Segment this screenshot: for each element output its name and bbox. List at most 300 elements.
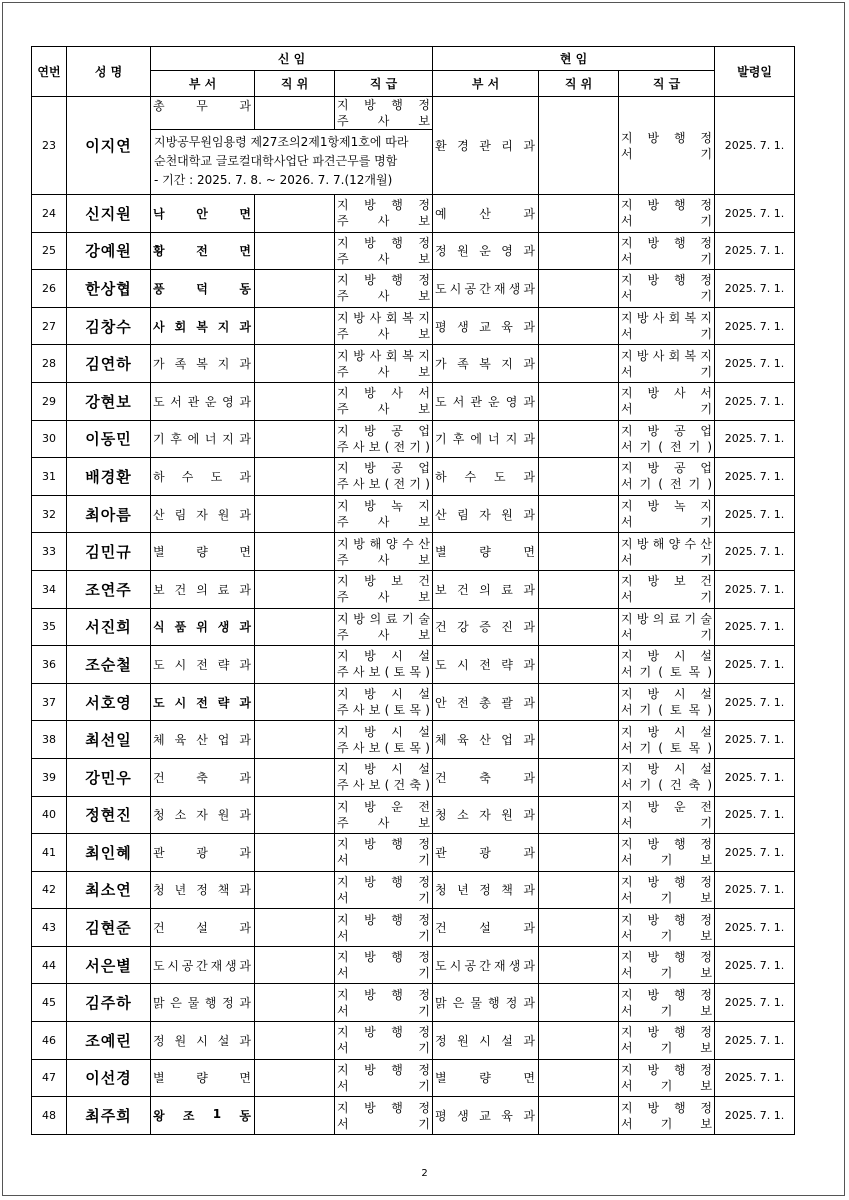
grade-line-2: 서 기 [337,966,431,981]
note-line-1: 지방공무원임용령 제27조의2제1항제1호에 따라 [154,135,409,149]
row-cur-position [539,195,619,233]
row-new-grade [335,984,433,1022]
table-row [32,533,795,571]
row-name: 김연하 [67,345,151,383]
row-cur-grade [619,683,715,721]
row-new-dept [151,533,255,571]
grade-line-2: 서 기 ( 건 축 ) [621,778,712,793]
grade-line-2: 서 기 보 [621,1003,713,1018]
dept-text: 기 후 에 너 지 과 [153,432,251,447]
page-number: 2 [421,1168,428,1179]
row-cur-dept [433,458,539,496]
row-new-dept [151,946,255,984]
row-cur-grade [619,270,715,308]
row-cur-grade [619,458,715,496]
header-new-grade: 직 급 [335,71,433,97]
row-new-position [255,946,335,984]
grade-line-2: 서 기 보 [621,1116,713,1131]
header-cur-dept: 부 서 [433,71,539,97]
dept-text: 풍 덕 동 [153,281,251,296]
grade-line-1: 지 방 행 정 [337,1025,431,1040]
grade-line-1: 지 방 시 설 [621,724,713,739]
table-row [32,570,795,608]
row-date: 2025. 7. 1. [715,871,795,909]
grade-line-1: 지 방 행 정 [621,273,713,288]
row-new-grade [335,946,433,984]
row-new-dept [151,345,255,383]
row-name: 최주희 [67,1097,151,1135]
grade-line-2: 서 기 [621,146,713,161]
row-date: 2025. 7. 1. [715,683,795,721]
header-current: 현 임 [433,47,715,71]
row-new-position [255,984,335,1022]
row-cur-position [539,307,619,345]
row-cur-position [539,946,619,984]
row-new-grade [335,382,433,420]
dept-text: 도 시 전 략 과 [153,657,251,672]
dept-text: 산 림 자 원 과 [435,507,535,522]
row-new-position [255,458,335,496]
row-cur-position [539,495,619,533]
row-cur-dept [433,984,539,1022]
row-no: 40 [32,796,67,834]
row-name: 조연주 [67,570,151,608]
header-cur-position: 직 위 [539,71,619,97]
dept-text: 안 전 총 괄 과 [435,695,535,710]
grade-line-1: 지 방 행 정 [621,837,713,852]
grade-line-1: 지 방 행 정 [337,1100,431,1115]
row-cur-dept [433,382,539,420]
row-cur-grade [619,758,715,796]
row-cur-position [539,909,619,947]
row-name: 최인혜 [67,834,151,872]
personnel-table [31,46,795,1135]
row-cur-dept [433,495,539,533]
row-new-position [255,871,335,909]
row-no: 23 [32,97,67,195]
table-row [32,307,795,345]
row-cur-position [539,984,619,1022]
dept-text: 별 량 면 [153,1071,251,1086]
row-cur-grade [619,195,715,233]
row-new-position [255,232,335,270]
grade-line-1: 지 방 운 전 [337,799,431,814]
grade-line-1: 지 방 행 정 [621,1025,713,1040]
dept-text: 보 건 의 료 과 [435,582,535,597]
row-name: 조순철 [67,646,151,684]
row-date: 2025. 7. 1. [715,646,795,684]
row-new-position [255,909,335,947]
row-new-dept [151,382,255,420]
row-cur-dept [433,1097,539,1135]
grade-line-1: 지 방 행 정 [337,1062,431,1077]
row-cur-grade [619,533,715,571]
grade-line-1: 지 방 행 정 [621,130,713,145]
grade-line-2: 서 기 [337,928,431,943]
row-date: 2025. 7. 1. [715,195,795,233]
row-no: 26 [32,270,67,308]
grade-line-1: 지 방 공 업 [337,461,431,476]
grade-line-2: 서 기 보 [621,1041,713,1056]
table-row [32,946,795,984]
row-new-dept [151,871,255,909]
grade-line-1: 지 방 시 설 [621,687,713,702]
row-new-position [255,721,335,759]
grade-line-1: 지 방 행 정 [337,987,431,1002]
grade-line-2: 주 사 보 [337,590,430,605]
row-cur-position [539,1097,619,1135]
grade-line-1: 지 방 시 설 [337,762,431,777]
row-name: 김현준 [67,909,151,947]
row-cur-dept [433,909,539,947]
row-cur-dept [433,232,539,270]
grade-line-2: 서 기 ( 전 기 ) [621,439,712,454]
dept-text: 하 수 도 과 [153,469,251,484]
row-no: 28 [32,345,67,383]
row-no: 24 [32,195,67,233]
grade-line-1: 지 방 시 설 [621,762,713,777]
row-date: 2025. 7. 1. [715,1059,795,1097]
table-row [32,758,795,796]
grade-line-1: 지 방 행 정 [621,1100,713,1115]
row-cur-position [539,871,619,909]
dept-text: 황 전 면 [153,244,251,259]
table-row [32,721,795,759]
row-new-grade [335,1059,433,1097]
table-row [32,232,795,270]
grade-line-2: 서 기 ( 토 목 ) [621,703,712,718]
row-date: 2025. 7. 1. [715,721,795,759]
row-cur-grade [619,382,715,420]
row-new-dept [151,570,255,608]
row-new-dept [151,195,255,233]
row-new-position [255,495,335,533]
row-new-position [255,307,335,345]
row-name: 이동민 [67,420,151,458]
table-row [32,97,795,130]
grade-line-2: 서 기 [337,1003,431,1018]
row-no: 25 [32,232,67,270]
row-new-grade [335,608,433,646]
row-date: 2025. 7. 1. [715,458,795,496]
row-new-dept [151,909,255,947]
row-cur-dept [433,758,539,796]
row-cur-position [539,1022,619,1060]
grade-line-2: 주 사 보 [337,815,430,830]
dept-text: 관 광 과 [435,845,536,860]
row-cur-dept [433,195,539,233]
row-no: 45 [32,984,67,1022]
grade-line-2: 서 기 [621,815,713,830]
row-cur-position [539,270,619,308]
grade-line-2: 주 사 보 ( 토 목 ) [337,665,430,680]
grade-line-1: 지 방 운 전 [621,799,713,814]
dept-text: 가 족 복 지 과 [435,357,535,372]
row-new-dept [151,495,255,533]
row-new-grade [335,458,433,496]
grade-line-1: 지 방 행 정 [337,98,431,112]
grade-line-1: 지 방 사 회 복 지 [621,311,712,326]
grade-line-2: 서 기 [621,214,713,229]
row-date: 2025. 7. 1. [715,796,795,834]
row-new-dept [151,608,255,646]
table-row [32,834,795,872]
row-cur-dept [433,608,539,646]
row-new-dept [151,646,255,684]
grade-line-2: 주 사 보 ( 전 기 ) [337,439,430,454]
row-cur-grade [619,97,715,195]
row-no: 39 [32,758,67,796]
grade-line-1: 지 방 녹 지 [621,499,713,514]
grade-line-2: 서 기 [337,853,431,868]
row-name: 서은별 [67,946,151,984]
row-no: 43 [32,909,67,947]
grade-line-1: 지 방 의 료 기 술 [621,611,712,626]
grade-line-2: 주 사 보 [337,327,430,342]
row-cur-position [539,97,619,195]
row-date: 2025. 7. 1. [715,1022,795,1060]
row-name: 김창수 [67,307,151,345]
grade-line-2: 주 사 보 [337,114,430,128]
grade-line-2: 주 사 보 [337,364,430,379]
table-row [32,871,795,909]
grade-line-1: 지 방 공 업 [621,423,713,438]
row-cur-grade [619,1097,715,1135]
grade-line-1: 지 방 행 정 [621,987,713,1002]
grade-line-2: 서 기 [621,515,713,530]
grade-line-2: 서 기 [621,402,713,417]
grade-line-2: 주 사 보 [337,515,430,530]
row-name: 한상협 [67,270,151,308]
row-date: 2025. 7. 1. [715,345,795,383]
row-no: 44 [32,946,67,984]
dept-text: 예 산 과 [435,206,536,221]
row-no: 30 [32,420,67,458]
row-new-position [255,683,335,721]
row-new-grade [335,1022,433,1060]
row-cur-grade [619,495,715,533]
row-name: 이지연 [67,97,151,195]
row-cur-grade [619,1022,715,1060]
row-cur-grade [619,796,715,834]
row-date: 2025. 7. 1. [715,420,795,458]
dept-text: 건 축 과 [153,770,251,785]
row-new-grade [335,1097,433,1135]
row-cur-dept [433,796,539,834]
row-cur-position [539,345,619,383]
row-cur-grade [619,570,715,608]
table-row [32,382,795,420]
row-cur-position [539,570,619,608]
row-cur-position [539,608,619,646]
row-new-position [255,1022,335,1060]
grade-line-2: 주 사 보 ( 토 목 ) [337,703,430,718]
row-new-dept [151,834,255,872]
row-cur-position [539,420,619,458]
row-name: 서호영 [67,683,151,721]
row-new-position [255,834,335,872]
grade-line-1: 지 방 행 정 [621,874,713,889]
grade-line-1: 지 방 보 건 [337,574,431,589]
grade-line-2: 주 사 보 [337,251,430,266]
grade-line-1: 지 방 사 회 복 지 [337,348,430,363]
row-name: 정현진 [67,796,151,834]
row-date: 2025. 7. 1. [715,382,795,420]
dept-text: 관 광 과 [153,845,251,860]
row-new-grade [335,796,433,834]
dept-text: 건 강 증 진 과 [435,620,535,635]
row-new-dept [151,420,255,458]
header-name: 성 명 [67,47,151,97]
row-name: 서진희 [67,608,151,646]
grade-line-1: 지 방 시 설 [337,687,431,702]
row-cur-dept [433,420,539,458]
row-name: 최소연 [67,871,151,909]
dept-text: 가 족 복 지 과 [153,357,251,372]
row-new-dept [151,307,255,345]
grade-line-2: 주 사 보 [337,627,430,642]
grade-line-2: 서 기 [621,327,713,342]
dept-text: 환 경 관 리 과 [435,139,535,153]
row-name: 김주하 [67,984,151,1022]
grade-line-1: 지 방 시 설 [337,724,431,739]
row-cur-position [539,646,619,684]
grade-line-2: 주 사 보 [337,402,430,417]
grade-line-1: 지 방 사 회 복 지 [621,348,712,363]
dept-text: 기 후 에 너 지 과 [435,432,535,447]
row-no: 31 [32,458,67,496]
grade-line-1: 지 방 행 정 [621,198,713,213]
table-row [32,683,795,721]
grade-line-1: 지 방 녹 지 [337,499,431,514]
row-new-dept [151,232,255,270]
dept-text: 별 량 면 [153,545,251,560]
row-cur-dept [433,570,539,608]
row-cur-position [539,796,619,834]
row-cur-dept [433,1059,539,1097]
dept-text: 평 생 교 육 과 [435,1109,535,1124]
dept-text: 정 원 시 설 과 [153,1033,251,1048]
grade-line-1: 지 방 공 업 [337,423,431,438]
grade-line-2: 주 사 보 [337,214,430,229]
row-new-grade [335,909,433,947]
grade-line-2: 서 기 [621,590,713,605]
row-new-position [255,1097,335,1135]
grade-line-2: 서 기 보 [621,928,713,943]
grade-line-1: 지 방 의 료 기 술 [337,611,430,626]
row-new-dept [151,1059,255,1097]
note-line-3: - 기간 : 2025. 7. 8. ~ 2026. 7. 7.(12개월) [154,173,393,187]
row-new-grade [335,345,433,383]
dept-text: 도 서 관 운 영 과 [153,394,251,409]
row-cur-position [539,382,619,420]
row-cur-grade [619,232,715,270]
dept-text: 청 소 자 원 과 [435,808,535,823]
row-no: 36 [32,646,67,684]
dept-text: 왕 조 1 동 [153,1107,251,1124]
dept-text: 도 시 공 간 재 생 과 [435,281,536,296]
grade-line-1: 지 방 행 정 [621,235,713,250]
row-cur-position [539,1059,619,1097]
row-new-position [255,97,335,130]
row-cur-grade [619,871,715,909]
dept-text: 청 소 자 원 과 [153,808,251,823]
grade-line-1: 지 방 사 서 [337,386,431,401]
table-row [32,984,795,1022]
header-new-position: 직 위 [255,71,335,97]
table-row [32,458,795,496]
grade-line-2: 서 기 [621,627,713,642]
row-new-grade [335,97,433,130]
grade-line-1: 지 방 시 설 [337,649,431,664]
row-new-position [255,758,335,796]
row-cur-position [539,721,619,759]
dept-text: 정 원 운 영 과 [435,244,535,259]
row-cur-position [539,683,619,721]
row-new-position [255,382,335,420]
grade-line-2: 서 기 ( 토 목 ) [621,665,712,680]
grade-line-1: 지 방 행 정 [621,950,713,965]
row-no: 48 [32,1097,67,1135]
table-row [32,646,795,684]
row-new-dept [151,984,255,1022]
row-cur-grade [619,946,715,984]
dept-text: 맑 은 물 행 정 과 [435,996,535,1011]
row-cur-position [539,458,619,496]
table-row [32,420,795,458]
grade-line-1: 지 방 행 정 [337,912,431,927]
dept-text: 정 원 시 설 과 [435,1033,535,1048]
grade-line-1: 지 방 보 건 [621,574,713,589]
table-row [32,345,795,383]
row-name: 배경환 [67,458,151,496]
grade-line-1: 지 방 행 정 [337,235,431,250]
row-new-position [255,270,335,308]
row-cur-dept [433,307,539,345]
grade-line-1: 지 방 행 정 [337,273,431,288]
table-row [32,495,795,533]
row-cur-grade [619,909,715,947]
row-new-grade [335,533,433,571]
grade-line-1: 지 방 시 설 [621,649,713,664]
row-no: 41 [32,834,67,872]
dept-text: 평 생 교 육 과 [435,319,535,334]
row-date: 2025. 7. 1. [715,984,795,1022]
row-no: 32 [32,495,67,533]
row-new-grade [335,721,433,759]
row-new-position [255,608,335,646]
row-new-dept [151,721,255,759]
row-cur-dept [433,871,539,909]
row-cur-position [539,533,619,571]
grade-line-2: 서 기 [337,890,431,905]
grade-line-2: 주 사 보 ( 전 기 ) [337,477,430,492]
table-row [32,270,795,308]
row-cur-grade [619,834,715,872]
row-no: 33 [32,533,67,571]
dept-text: 별 량 면 [435,545,536,560]
table-row [32,909,795,947]
row-cur-dept [433,97,539,195]
grade-line-2: 서 기 [621,552,713,567]
dept-text: 낙 안 면 [153,206,251,221]
row-new-grade [335,195,433,233]
row-new-dept [151,458,255,496]
table-row [32,1097,795,1135]
table-row [32,608,795,646]
row-new-position [255,195,335,233]
dept-text: 도 서 관 운 영 과 [435,394,535,409]
